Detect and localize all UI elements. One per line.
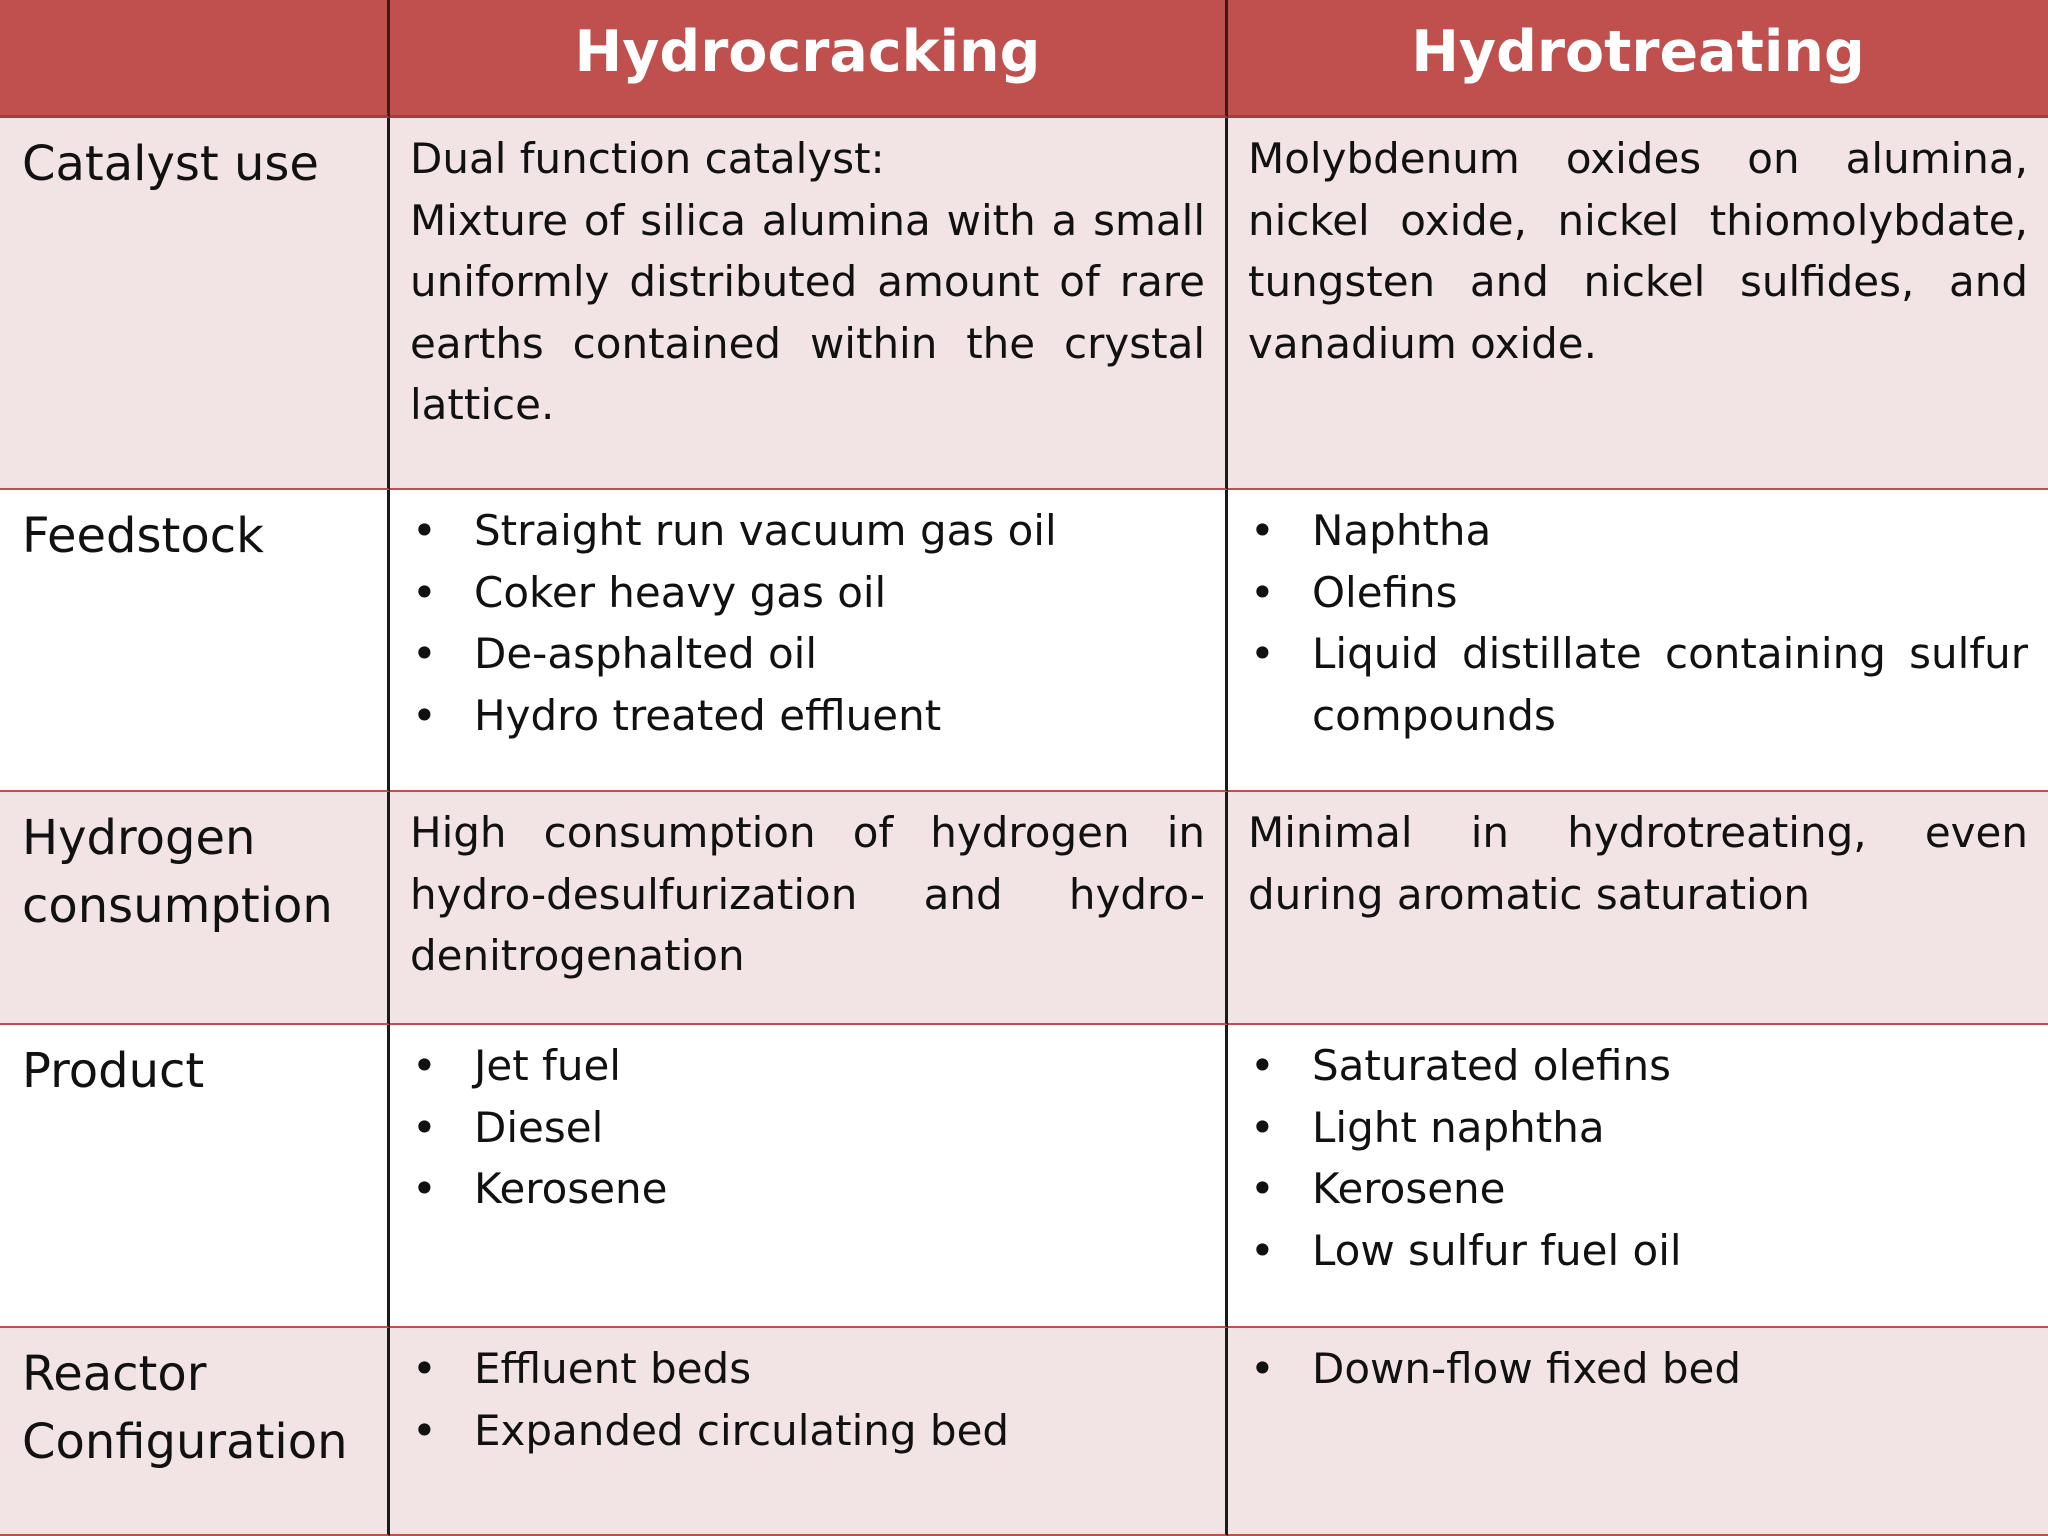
bullet-icon: • (1250, 567, 1275, 617)
bullet-icon: • (412, 567, 437, 617)
bullet-icon: • (412, 1102, 437, 1152)
row-label-catalyst (0, 118, 390, 490)
list-item: • De-asphalted oil (410, 623, 1205, 685)
list-item: • Straight run vacuum gas oil (410, 500, 1205, 562)
hydrogen-hydrotreating-cell (1228, 792, 2048, 1025)
product-hydrotreating-list (1248, 1035, 2028, 1281)
catalyst-hydrocracking-cell (390, 118, 1228, 490)
row-label-line: consumption (22, 878, 333, 934)
bullet-icon: • (1250, 506, 1275, 555)
bullet-icon: • (412, 1344, 437, 1393)
reactor-hydrotreating-cell (1228, 1328, 2048, 1536)
feedstock-hydrotreating-cell (1228, 490, 2048, 792)
row-label-line: Hydrogen (22, 810, 256, 866)
list-item: • Light naphtha (1248, 1097, 2028, 1159)
hydrogen-hydrocracking-cell (390, 792, 1228, 1025)
list-item: • Hydro treated effluent (410, 685, 1205, 747)
list-item: • Naphtha (1248, 500, 2028, 562)
bullet-icon: • (412, 1164, 437, 1213)
product-hydrocracking-cell (390, 1025, 1228, 1328)
feedstock-hydrocracking-cell (390, 490, 1228, 792)
catalyst-hydrotreating-text: Molybdenum oxides on alumina, nickel oxide, nickel thiomolybdate, tungsten and nickel sulfides, and vanadium oxide. (1248, 134, 2028, 368)
bullet-icon: • (412, 1041, 437, 1090)
list-item: • Low sulfur fuel oil (1248, 1220, 2028, 1282)
row-label-product (0, 1025, 390, 1328)
header-hydrotreating: Hydrotreating (1228, 0, 2048, 118)
hydrogen-hydrocracking-text: High consumption of hydrogen in hydro-desulfurization and hydro-denitrogenation (410, 808, 1205, 980)
bullet-icon: • (412, 629, 437, 678)
list-item: • Coker heavy gas oil (410, 562, 1205, 624)
product-hydrotreating-cell (1228, 1025, 2048, 1328)
reactor-hydrocracking-list (410, 1338, 1205, 1461)
feedstock-hydrocracking-list (410, 500, 1205, 746)
reactor-hydrocracking-cell (390, 1328, 1228, 1536)
row-label-line: Configuration (22, 1414, 348, 1470)
catalyst-hydrocracking-title: Dual function catalyst: (410, 134, 885, 183)
reactor-hydrotreating-list (1248, 1338, 2028, 1400)
feedstock-hydrotreating-list (1248, 500, 2028, 746)
bullet-icon: • (412, 506, 437, 555)
list-item: • Olefins (1248, 562, 2028, 624)
catalyst-hydrotreating-cell (1228, 118, 2048, 490)
bullet-icon: • (1250, 629, 1275, 678)
product-hydrocracking-list (410, 1035, 1205, 1220)
list-item: • Kerosene (410, 1158, 1205, 1220)
bullet-icon: • (412, 690, 437, 740)
bullet-icon: • (1250, 1225, 1275, 1275)
bullet-icon: • (1250, 1102, 1275, 1152)
list-item: • Jet fuel (410, 1035, 1205, 1097)
list-item: • Saturated olefins (1248, 1035, 2028, 1097)
bullet-icon: • (1250, 1164, 1275, 1213)
bullet-icon: • (1250, 1041, 1275, 1090)
row-label-feedstock (0, 490, 390, 792)
row-label-text: Product (22, 1043, 205, 1099)
row-label-reactor-configuration (0, 1328, 390, 1536)
row-label-hydrogen-consumption (0, 792, 390, 1025)
list-item: • Effluent beds (410, 1338, 1205, 1400)
header-hydrocracking: Hydrocracking (390, 0, 1228, 118)
hydrogen-hydrotreating-text: Minimal in hydrotreating, even during aromatic saturation (1248, 808, 2028, 919)
row-label-line: Reactor (22, 1346, 207, 1402)
list-item: • Kerosene (1248, 1158, 2028, 1220)
list-item: • Down-flow fixed bed (1248, 1338, 2028, 1400)
list-item: • Diesel (410, 1097, 1205, 1159)
header-blank-cell (0, 0, 390, 118)
list-item: • Expanded circulating bed (410, 1400, 1205, 1462)
list-item: • Liquid distillate containing sulfur compounds (1248, 623, 2028, 746)
row-label-text: Catalyst use (22, 136, 319, 192)
row-label-text: Feedstock (22, 508, 264, 564)
bullet-icon: • (412, 1405, 437, 1455)
catalyst-hydrocracking-text: Mixture of silica alumina with a small uniformly distributed amount of rare earths contained within the crystal lattice. (410, 195, 1205, 429)
bullet-icon: • (1250, 1344, 1275, 1393)
